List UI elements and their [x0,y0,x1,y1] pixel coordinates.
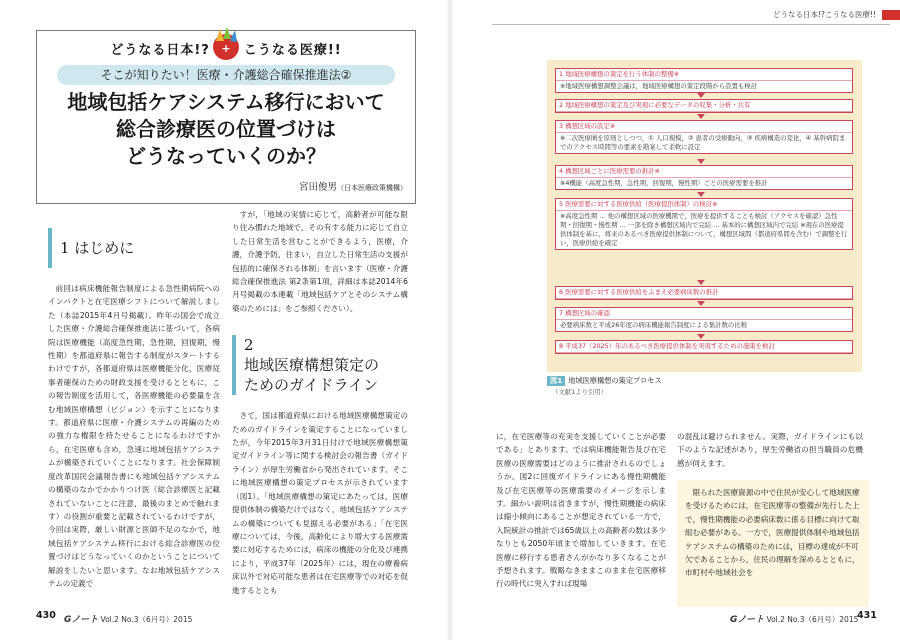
step-heading: 1 地域医療構想の策定を行う体制の整備※ [556,69,852,81]
column-2 [232,208,408,597]
down-arrow-icon [697,114,705,119]
process-step [555,99,853,113]
section-number: 2 [244,336,254,355]
title-line: 地域包括ケアシステム移行において [67,90,385,114]
footer [730,612,858,625]
corner-marker [882,10,900,20]
down-arrow-icon [697,280,705,285]
process-step [555,307,853,332]
page-number: 431 [857,610,877,621]
figure-1 [547,60,862,372]
step-body: ※4機能（高度急性期，急性期，回復期，慢性期）ごとの医療需要を推計 [560,179,768,187]
section-title-line: 地域医療構想策定の [244,356,380,375]
author-line [299,179,407,193]
process-step [555,286,853,300]
figure-source: （文献1より引用） [552,388,608,396]
process-step [555,120,853,154]
figure-caption [547,376,662,386]
step-body: ※高度急性期 … 他の構想区域の医療機関で，医療を提供することも検討（アクセスを確認）急性期・回復期・慢性期 … 一部を除き構想区域内で完結 … 基本的に構想区域内で完結 ※現在の医療提供体制を基に，将来のあるべき医療提供体制について，構想区域間（都道府県間を含む）で調整を行い，医療供給を確定 [560,212,848,247]
down-arrow-icon [697,192,705,197]
title-line: どうなっていくのか？ [126,144,326,168]
title-box [36,30,416,204]
author-affiliation: （日本医療政策機構） [337,184,407,192]
step-heading: 4 構想区域ごとに医療需要の推計※ [556,166,852,178]
process-step [555,198,853,250]
step-body: ※二次医療圏を原則としつつ，① 人口規模，② 患者の受療動向，③ 疾病構造の変化，④ 基幹病院までのアクセス時間等の要素を勘案して柔軟に設定 [560,134,846,151]
svg-text:+: + [221,42,231,55]
down-arrow-icon [697,93,705,98]
quote-text: 限られた医療資源の中で住民が安心して地域医療を受けるためには，在宅医療等の整備が先行した上で，慢性期機能の必要病床数に係る目標に向けて取組む必要がある。一方で，医療提供体制や地域包括ケアシステムの構築のためには，目標の達成が不可欠であることから，住民の理解を深めるとともに，市町村や地域社会を [685,488,860,578]
process-step [555,165,853,190]
step-heading: 2 地域医療構想の策定及び実現に必要なデータの収集・分析・共有 [556,100,852,112]
figure-tag: 図1 [547,376,565,386]
article-title [37,89,415,170]
running-header: どうなる日本!?こうなる医療!! [773,10,876,19]
column-4 [677,430,863,470]
section-title-line: ためのガイドライン [244,376,379,395]
down-arrow-icon [697,159,705,164]
author-name: 宮田俊男 [298,182,337,193]
quote-box [677,480,869,607]
subtitle-band: そこが知りたい！医療・介護総合確保推進法② [57,65,395,85]
left-page [0,0,448,640]
column-3 [496,430,666,591]
right-page [452,0,900,640]
figure-caption-text: 地域医療構想の策定プロセス [568,376,662,385]
series-right: こうなる医療!! [243,43,342,58]
process-step [555,68,853,93]
paragraph: の混乱は避けられません。実際，ガイドラインにも以下のような記述があり，厚生労働省の担当職員の危機感が伺えます。 [677,432,863,468]
step-heading: 7 構想区域の確認 [556,308,852,320]
paragraph: に，在宅医療等の充実を支援していくことが必要である」とあります。では病床機能報告及び在宅医療の医療需要はどのように推計されるのでしょうか。図2に回復ガイドラインにある慢性期機能及び在宅医療等の医療需要のイメージを示します。細かい説明は省きますが，慢性期機能の病床は縮小傾向にあることが想定されている一方で，入院統計の推計では65歳以上の高齢者の数は多少なりとも2050年頃まで増加していきます。在宅医療に移行する患者さんがかなり多くなることが予想されます。戦略なきままこのまま在宅医療移行の時代に突入すれば現場 [496,432,666,589]
title-line: 総合診療医の位置づけは [116,117,336,141]
issue-info: Vol.2 No.3（6月号）2015 [766,615,859,624]
step-heading: 8 平成37（2025）年のあるべき医療提供体制を実現するための施策を検討 [556,341,852,353]
page-number: 430 [36,610,56,621]
down-arrow-icon [697,334,705,339]
step-heading: 5 医療需要に対する医療供給（医療提供体制）の検討※ [556,199,852,211]
footer [64,612,192,625]
paragraph: さて，国は都道府県における地域医療構想策定のためのガイドラインを策定することになっていましたが，今年2015年3月31日付けで地域医療構想策定ガイドライン等に関する検討会の報告書（ガイドライン）が厚生労働省から発出されています。そこに地域医療構想の策定プロセスが示されています（図1）。「地域医療構想の策定にあたっては，医療提供体制の構築だけではなく，地域包括ケアシステムの構築についても見据える必要がある」「在宅医療については，今後，高齢化により増大する医療需要に対応するためには，病床の機能の分化及び連携により，平成37年（2025年）には，現在の療養病床以外で対応可能な患者は在宅医療等での対応を促進するととも [232,411,408,595]
journal-name: Gノート [64,615,99,625]
section-heading: 1 はじめに [48,228,220,268]
series-left: どうなる日本!? [110,43,210,58]
paragraph: 前回は病床機能報告制度による急性期病院へのインパクトと在宅医療シフトについて解説しました（本誌2015年4月号掲載）。昨年の国会で成立した医療・介護総合確保推進法に基づいて，各病院は医療機能（高度急性期，急性期，回復期，慢性期）を都道府県に報告する制度がスタートするわけですが，各都道府県は医療機能分化，医療従事者確保のための財政支援を受けるとともに，この報告制度を活用して，各医療機能の必要量を含む地域医療構想（ビジョン）を示すことになります。都道府県に医療・介護システムの再編のための強力な権限を持たせることになるわけですから，在宅医療も含め，急速に地域包括ケアシステムが構築されていくことになります。社会保障制度改革国民会議報告書にも地域包括ケアシステムの構築のなかでかかりつけ医（総合診療医と記載されていないことに注意，最後のまとめで触れます）の役割が重要と記載されているわけですが，今回は実際，厳しい財源と医師不足のなかで，地域包括ケアシステム移行における総合診療医の位置づけはどうなっていくのかということについて解説をしたいと思います。なお地域包括ケアシステムの定義で [48,284,220,588]
issue-info: Vol.2 No.3（6月号）2015 [100,615,193,624]
step-heading: 3 構想区域の設定※ [556,121,852,133]
header-rule [492,24,890,25]
step-body: 必要病床数と平成26年度の病床機能報告制度による集計数の比較 [560,321,748,329]
step-body: ※地域医療構想調整会議は，地域医療構想の策定段階から設置も検討 [560,82,758,90]
process-step [555,340,853,354]
down-arrow-icon [697,301,705,306]
series-logo-icon [208,27,244,61]
paragraph: すが，「地域の実情に応じて，高齢者が可能な限り住み慣れた地域で，その有する能力に応じて自立した日常生活を営むことができるよう，医療，介護，介護予防，住まい，自立した日常生活の支援が包括的に確保される体制」を言います（医療・介護総合確保推進法 第2条第1項，詳細は本誌2014年6月号掲載の本連載「地域包括ケアとそのシステム構築のためには」をご参照ください）。 [232,210,408,313]
journal-name: Gノート [730,615,765,625]
section-heading [232,335,408,395]
column-1 [48,228,220,590]
step-heading: 6 医療需要に対する医療供給をふまえ必要病床数の推計 [556,287,852,299]
